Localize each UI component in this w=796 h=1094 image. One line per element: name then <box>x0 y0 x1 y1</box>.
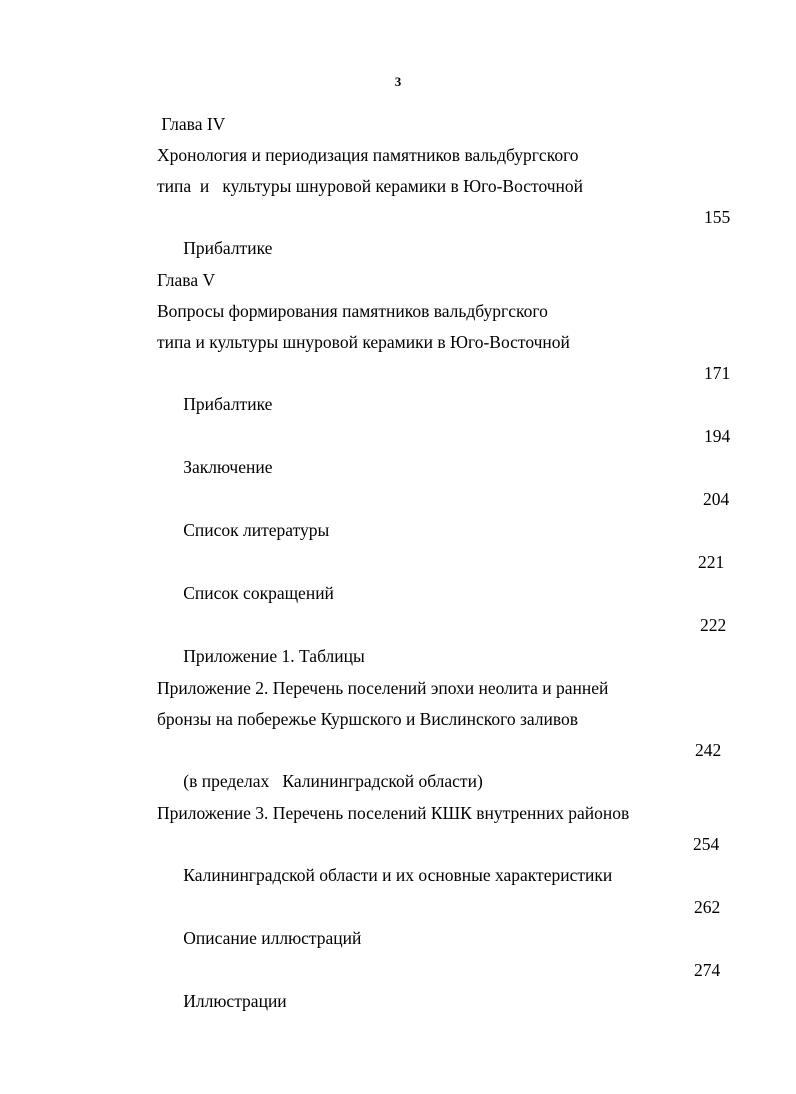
page-ref: 171 <box>704 363 731 383</box>
entry-title-text: Заключение <box>183 457 273 477</box>
entry-title-line: Приложение 2. Перечень поселений эпохи неолита и ранней <box>157 678 609 698</box>
entry-title-line: Вопросы формирования памятников вальдбургского <box>157 301 548 321</box>
entry-title-text: (в пределах Калининградской области) <box>183 771 483 791</box>
toc-entry-appendix-1 <box>157 610 747 666</box>
entry-title-line: бронзы на побережье Куршского и Вислинского заливов <box>157 709 579 729</box>
entry-title-text: Список литературы <box>183 520 330 540</box>
entry-title-line: Хронология и периодизация памятников вальдбургского <box>157 145 579 165</box>
toc-entry-appendix-3 <box>157 798 747 885</box>
entry-title-text: Прибалтике <box>183 238 273 258</box>
page-ref: 222 <box>700 615 727 635</box>
entry-title-line: Приложение 3. Перечень поселений КШК внутренних районов <box>157 803 630 823</box>
entry-title-text: Описание иллюстраций <box>183 928 362 948</box>
entry-title-text: Прибалтике <box>183 394 273 414</box>
toc-entry-conclusion <box>157 421 747 477</box>
toc-entry-illustration-descriptions <box>157 892 747 948</box>
page-ref: 221 <box>698 552 725 572</box>
page-ref: 262 <box>694 897 721 917</box>
entry-title-line: типа и культуры шнуровой керамики в Юго-Восточной <box>157 332 570 352</box>
toc-entry-chapter-5 <box>157 265 747 414</box>
page-ref: 204 <box>703 489 730 509</box>
entry-title-text: Приложение 1. Таблицы <box>183 646 365 666</box>
entry-title-line <box>157 202 747 258</box>
page-ref: 274 <box>694 960 721 980</box>
page-ref: 194 <box>704 426 731 446</box>
entry-title-line <box>157 358 747 414</box>
toc-entry-references <box>157 484 747 540</box>
page-ref: 242 <box>695 740 722 760</box>
entry-title-line: типа и культуры шнуровой керамики в Юго-Восточной <box>157 176 584 196</box>
chapter-heading: Глава IV <box>157 114 226 134</box>
toc-entry-chapter-4 <box>157 109 747 258</box>
toc-entry-abbreviations <box>157 547 747 603</box>
entry-title-text: Список сокращений <box>183 583 334 603</box>
page-number: 3 <box>394 74 402 89</box>
chapter-heading: Глава V <box>157 270 216 290</box>
toc-entry-appendix-2 <box>157 673 747 791</box>
page-ref: 254 <box>693 834 720 854</box>
page-ref: 155 <box>704 207 731 227</box>
entry-title-text: Иллюстрации <box>183 991 287 1011</box>
entry-title-text: Калининградской области и их основные характеристики <box>183 865 613 885</box>
toc-entry-illustrations <box>157 955 747 1011</box>
